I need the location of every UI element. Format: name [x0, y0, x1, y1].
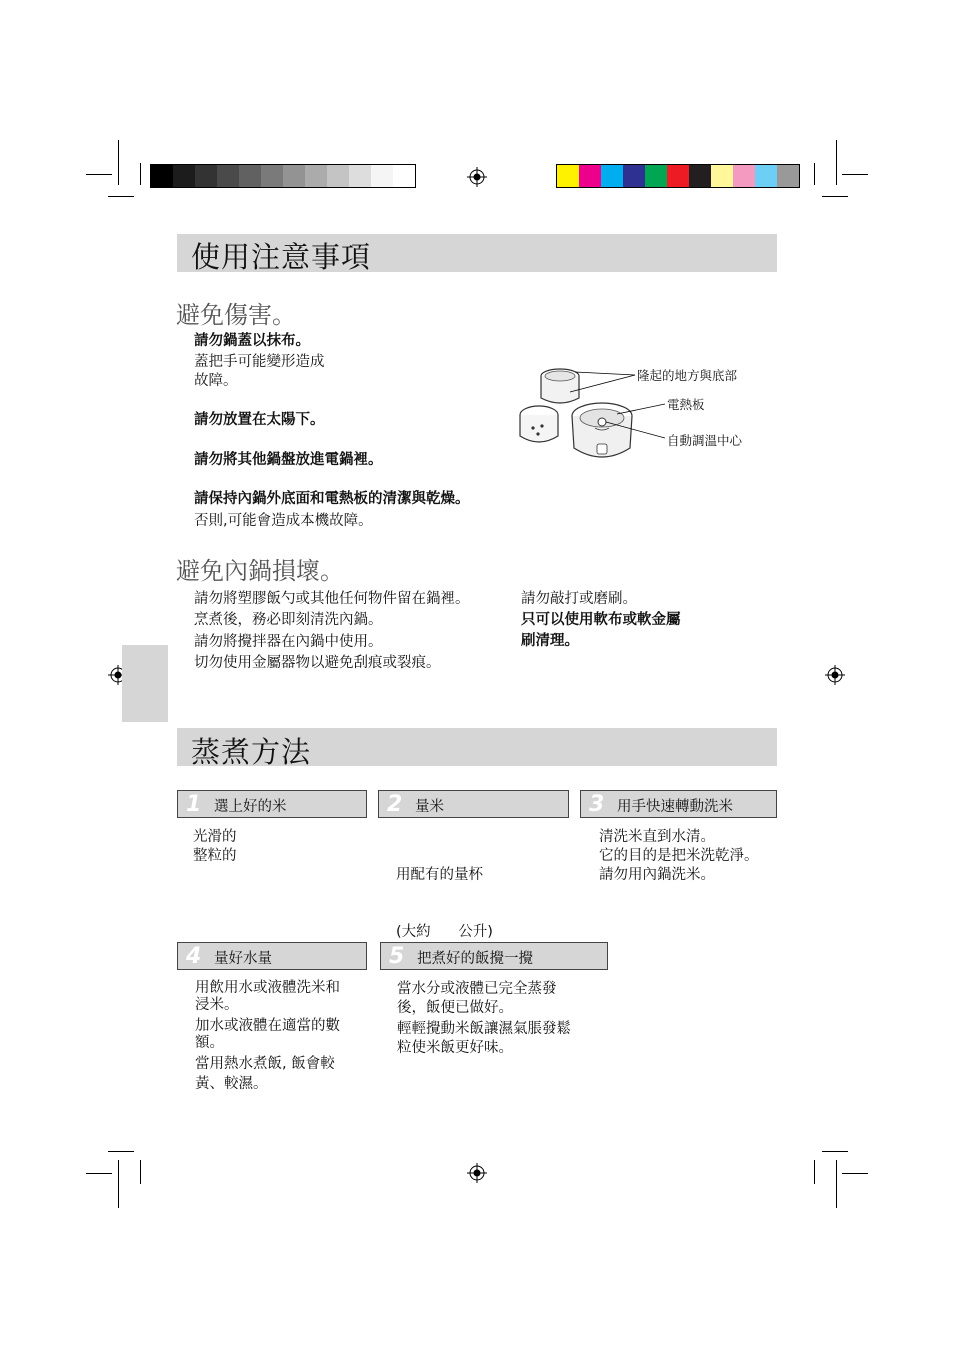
- section-title: 使用注意事項: [191, 240, 372, 274]
- crop-mark: [86, 1173, 112, 1174]
- crop-mark: [836, 140, 837, 185]
- caution-text: 請勿將其他鍋盤放進電鍋裡。: [194, 452, 383, 468]
- color-swatch: [623, 165, 645, 187]
- crop-mark: [140, 1160, 141, 1184]
- crop-mark: [814, 163, 815, 185]
- diagram-label: 電熱板: [667, 397, 705, 412]
- step-body: [599, 828, 759, 885]
- color-swatch: [261, 165, 283, 187]
- caution-text: 請勿放置在太陽下。: [194, 412, 325, 428]
- color-swatch: [393, 165, 415, 187]
- caution-text: 故障。: [194, 373, 238, 389]
- step-line: 浸米。: [195, 997, 239, 1013]
- step-line: 整粒的: [193, 848, 237, 864]
- process-color-bar: [556, 164, 800, 188]
- color-swatch: [711, 165, 733, 187]
- crop-mark: [118, 140, 119, 185]
- step-title: 用手快速轉動洗米: [617, 799, 733, 815]
- crop-mark: [140, 163, 141, 185]
- section-title-band: [177, 234, 777, 272]
- step-title: 把煮好的飯攪一攪: [417, 951, 533, 967]
- step-line: 額。: [195, 1035, 224, 1051]
- step-body: [195, 980, 340, 1093]
- crop-mark: [108, 1151, 134, 1152]
- step-line: 當用熱水煮飯, 飯會較: [195, 1056, 335, 1072]
- crop-mark: [842, 1173, 868, 1174]
- grayscale-color-bar: [150, 164, 416, 188]
- color-swatch: [305, 165, 327, 187]
- color-swatch: [349, 165, 371, 187]
- registration-mark-icon: [467, 1163, 487, 1183]
- step-line: 請勿用內鍋洗米。: [599, 867, 715, 883]
- step-line: 後，飯便已做好。: [397, 1000, 513, 1016]
- caution-text: 只可以使用軟布或軟金屬: [521, 612, 681, 628]
- caution-text: 刷清理。: [521, 633, 579, 649]
- step-line: (大約 公升): [396, 924, 493, 940]
- color-swatch: [283, 165, 305, 187]
- avoid-injury-heading: 避免傷害。: [176, 301, 296, 329]
- color-swatch: [173, 165, 195, 187]
- step-header: [177, 790, 367, 818]
- step-line: 當水分或液體已完全蒸發: [397, 981, 557, 997]
- step-number: 1: [186, 792, 202, 817]
- step-number: 3: [589, 792, 605, 817]
- step-line: 它的目的是把米洗乾淨。: [599, 848, 759, 864]
- step-line: 加水或液體在適當的數: [195, 1018, 340, 1034]
- step-title: 量米: [415, 799, 444, 815]
- step-title: 量好水量: [214, 951, 272, 967]
- color-swatch: [689, 165, 711, 187]
- step-line: 輕輕攪動米飯讓濕氣脹發鬆: [397, 1021, 571, 1037]
- step-header: [177, 942, 367, 970]
- color-swatch: [755, 165, 777, 187]
- color-swatch: [645, 165, 667, 187]
- registration-mark-icon: [825, 665, 845, 685]
- crop-mark: [118, 1160, 119, 1208]
- color-swatch: [217, 165, 239, 187]
- crop-mark: [108, 196, 134, 197]
- color-swatch: [557, 165, 579, 187]
- crop-mark: [836, 1160, 837, 1208]
- step-number: 2: [387, 792, 403, 817]
- section-title: 蒸煮方法: [191, 735, 312, 769]
- step-body: [397, 980, 571, 1058]
- caution-text: 切勿使用金屬器物以避免刮痕或裂痕。: [194, 655, 441, 671]
- step-header: [378, 790, 569, 818]
- step-number: 5: [389, 944, 405, 969]
- crop-mark: [842, 174, 868, 175]
- side-tab: [122, 645, 168, 722]
- registration-mark-icon: [467, 167, 487, 187]
- step-header: [380, 942, 608, 970]
- crop-mark: [86, 174, 112, 175]
- color-swatch: [327, 165, 349, 187]
- color-swatch: [371, 165, 393, 187]
- crop-mark: [822, 196, 848, 197]
- color-swatch: [667, 165, 689, 187]
- crop-mark: [814, 1160, 815, 1184]
- step-line: 用配有的量杯: [396, 867, 483, 883]
- step-line: 用飲用水或液體洗米和: [195, 980, 340, 996]
- avoid-pot-damage-heading: 避免內鍋損壞。: [176, 557, 344, 585]
- color-swatch: [601, 165, 623, 187]
- color-swatch: [239, 165, 261, 187]
- step-line: 黃、較濕。: [195, 1076, 268, 1092]
- caution-text: 請勿鍋蓋以抹布。: [194, 333, 310, 349]
- step-header: [580, 790, 777, 818]
- caution-text: 否則,可能會造成本機故障。: [194, 513, 373, 529]
- caution-text: 請保持內鍋外底面和電熱板的清潔與乾燥。: [194, 491, 470, 507]
- section-title-band: [177, 728, 777, 769]
- caution-text: 請勿敲打或磨刷。: [521, 591, 637, 607]
- step-body: [193, 828, 237, 866]
- caution-text: 請勿將攪拌器在內鍋中使用。: [194, 634, 383, 650]
- color-swatch: [579, 165, 601, 187]
- step-number: 4: [186, 944, 202, 969]
- step-line: 光滑的: [193, 829, 237, 845]
- color-swatch: [195, 165, 217, 187]
- step-line: 粒使米飯更好味。: [397, 1040, 513, 1056]
- caution-text: 請勿將塑膠飯勺或其他任何物件留在鍋裡。: [194, 591, 470, 607]
- color-swatch: [151, 165, 173, 187]
- step-title: 選上好的米: [214, 799, 287, 815]
- caution-text: 烹煮後，務必即刻清洗內鍋。: [194, 612, 383, 628]
- diagram-label: 隆起的地方與底部: [637, 368, 738, 383]
- crop-mark: [822, 1151, 848, 1152]
- step-line: 清洗米直到水清。: [599, 829, 715, 845]
- color-swatch: [777, 165, 799, 187]
- diagram-label: 自動調溫中心: [667, 433, 743, 448]
- color-swatch: [733, 165, 755, 187]
- caution-text: 蓋把手可能變形造成: [194, 354, 325, 370]
